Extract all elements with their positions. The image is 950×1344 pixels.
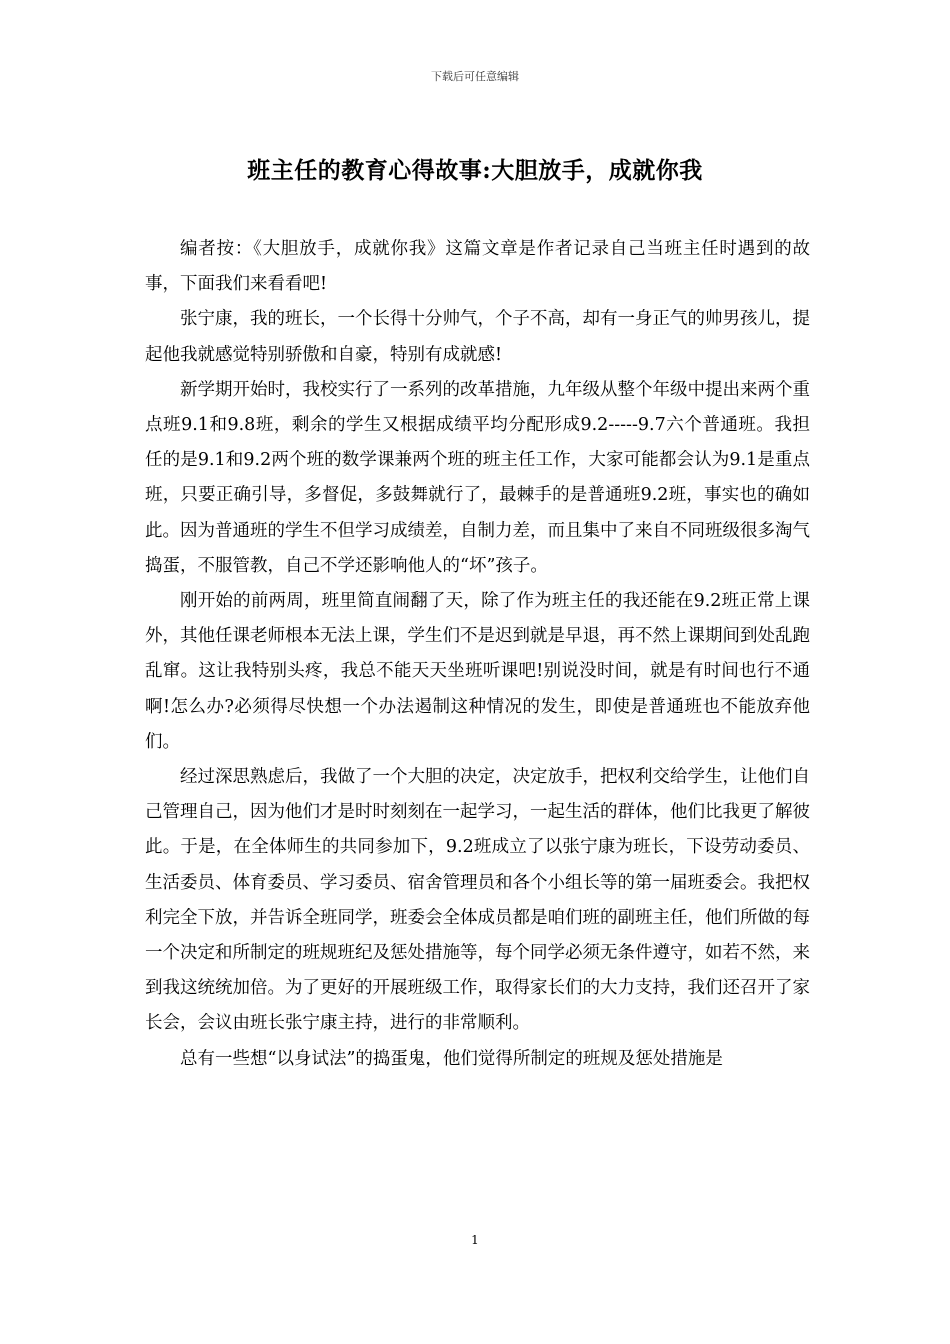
paragraph-class-monitor: 张宁康，我的班长，一个长得十分帅气，个子不高，却有一身正气的帅男孩儿，提起他我就感觉特别骄傲和自豪，特别有成就感! xyxy=(145,309,810,365)
paragraph-troublemakers: 总有一些想“以身试法”的捣蛋鬼，他们觉得所制定的班规及惩处措施是 xyxy=(180,1048,723,1069)
paragraph-new-semester: 新学期开始时，我校实行了一系列的改革措施，九年级从整个年级中提出来两个重点班9.1和9.8班，剩余的学生又根据成绩平均分配形成9.2-----9.7六个普通班。我担任的是9.1和9.2两个班的数学课兼两个班的班主任工作，大家可能都会认为9.1是重点班，只要正确引导，多督促，多鼓舞就行了，最棘手的是普通班9.2班，事实也的确如此。因为普通班的学生不但学习成绩差，自制力差，而且集中了来自不同班级很多淘气捣蛋，不服管教，自己不学还影响他人的“坏”孩子。 xyxy=(145,379,810,576)
paragraph-bold-decision: 经过深思熟虑后，我做了一个大胆的决定，决定放手，把权利交给学生，让他们自己管理自己，因为他们才是时时刻刻在一起学习，一起生活的群体，他们比我更了解彼此。于是，在全体师生的共同参加下，9.2班成立了以张宁康为班长，下设劳动委员、生活委员、体育委员、学习委员、宿舍管理员和各个小组长等的第一届班委会。我把权利完全下放，并告诉全班同学，班委会全体成员都是咱们班的副班主任，他们所做的每一个决定和所制定的班规班纪及惩处措施等，每个同学必须无条件遵守，如若不然，来到我这统统加倍。为了更好的开展班级工作，取得家长们的大力支持，我们还召开了家长会，会议由班长张宁康主持，进行的非常顺利。 xyxy=(145,767,810,1034)
paragraph-first-two-weeks: 刚开始的前两周，班里简直闹翻了天，除了作为班主任的我还能在9.2班正常上课外，其他任课老师根本无法上课，学生们不是迟到就是早退，再不然上课期间到处乱跑乱窜。这让我特别头疼，我总不能天天坐班听课吧!别说没时间，就是有时间也行不通啊!怎么办?必须得尽快想一个办法遏制这种情况的发生，即使是普通班也不能放弃他们。 xyxy=(145,591,810,752)
page-number: 1 xyxy=(471,1233,479,1247)
article-title: 班主任的教育心得故事:大胆放手，成就你我 xyxy=(247,157,703,184)
article-body xyxy=(145,232,810,1077)
paragraph-editor-note: 编者按：《大胆放手，成就你我》这篇文章是作者记录自己当班主任时遇到的故事，下面我们来看看吧! xyxy=(145,239,810,295)
header-note: 下载后可任意编辑 xyxy=(431,70,519,83)
